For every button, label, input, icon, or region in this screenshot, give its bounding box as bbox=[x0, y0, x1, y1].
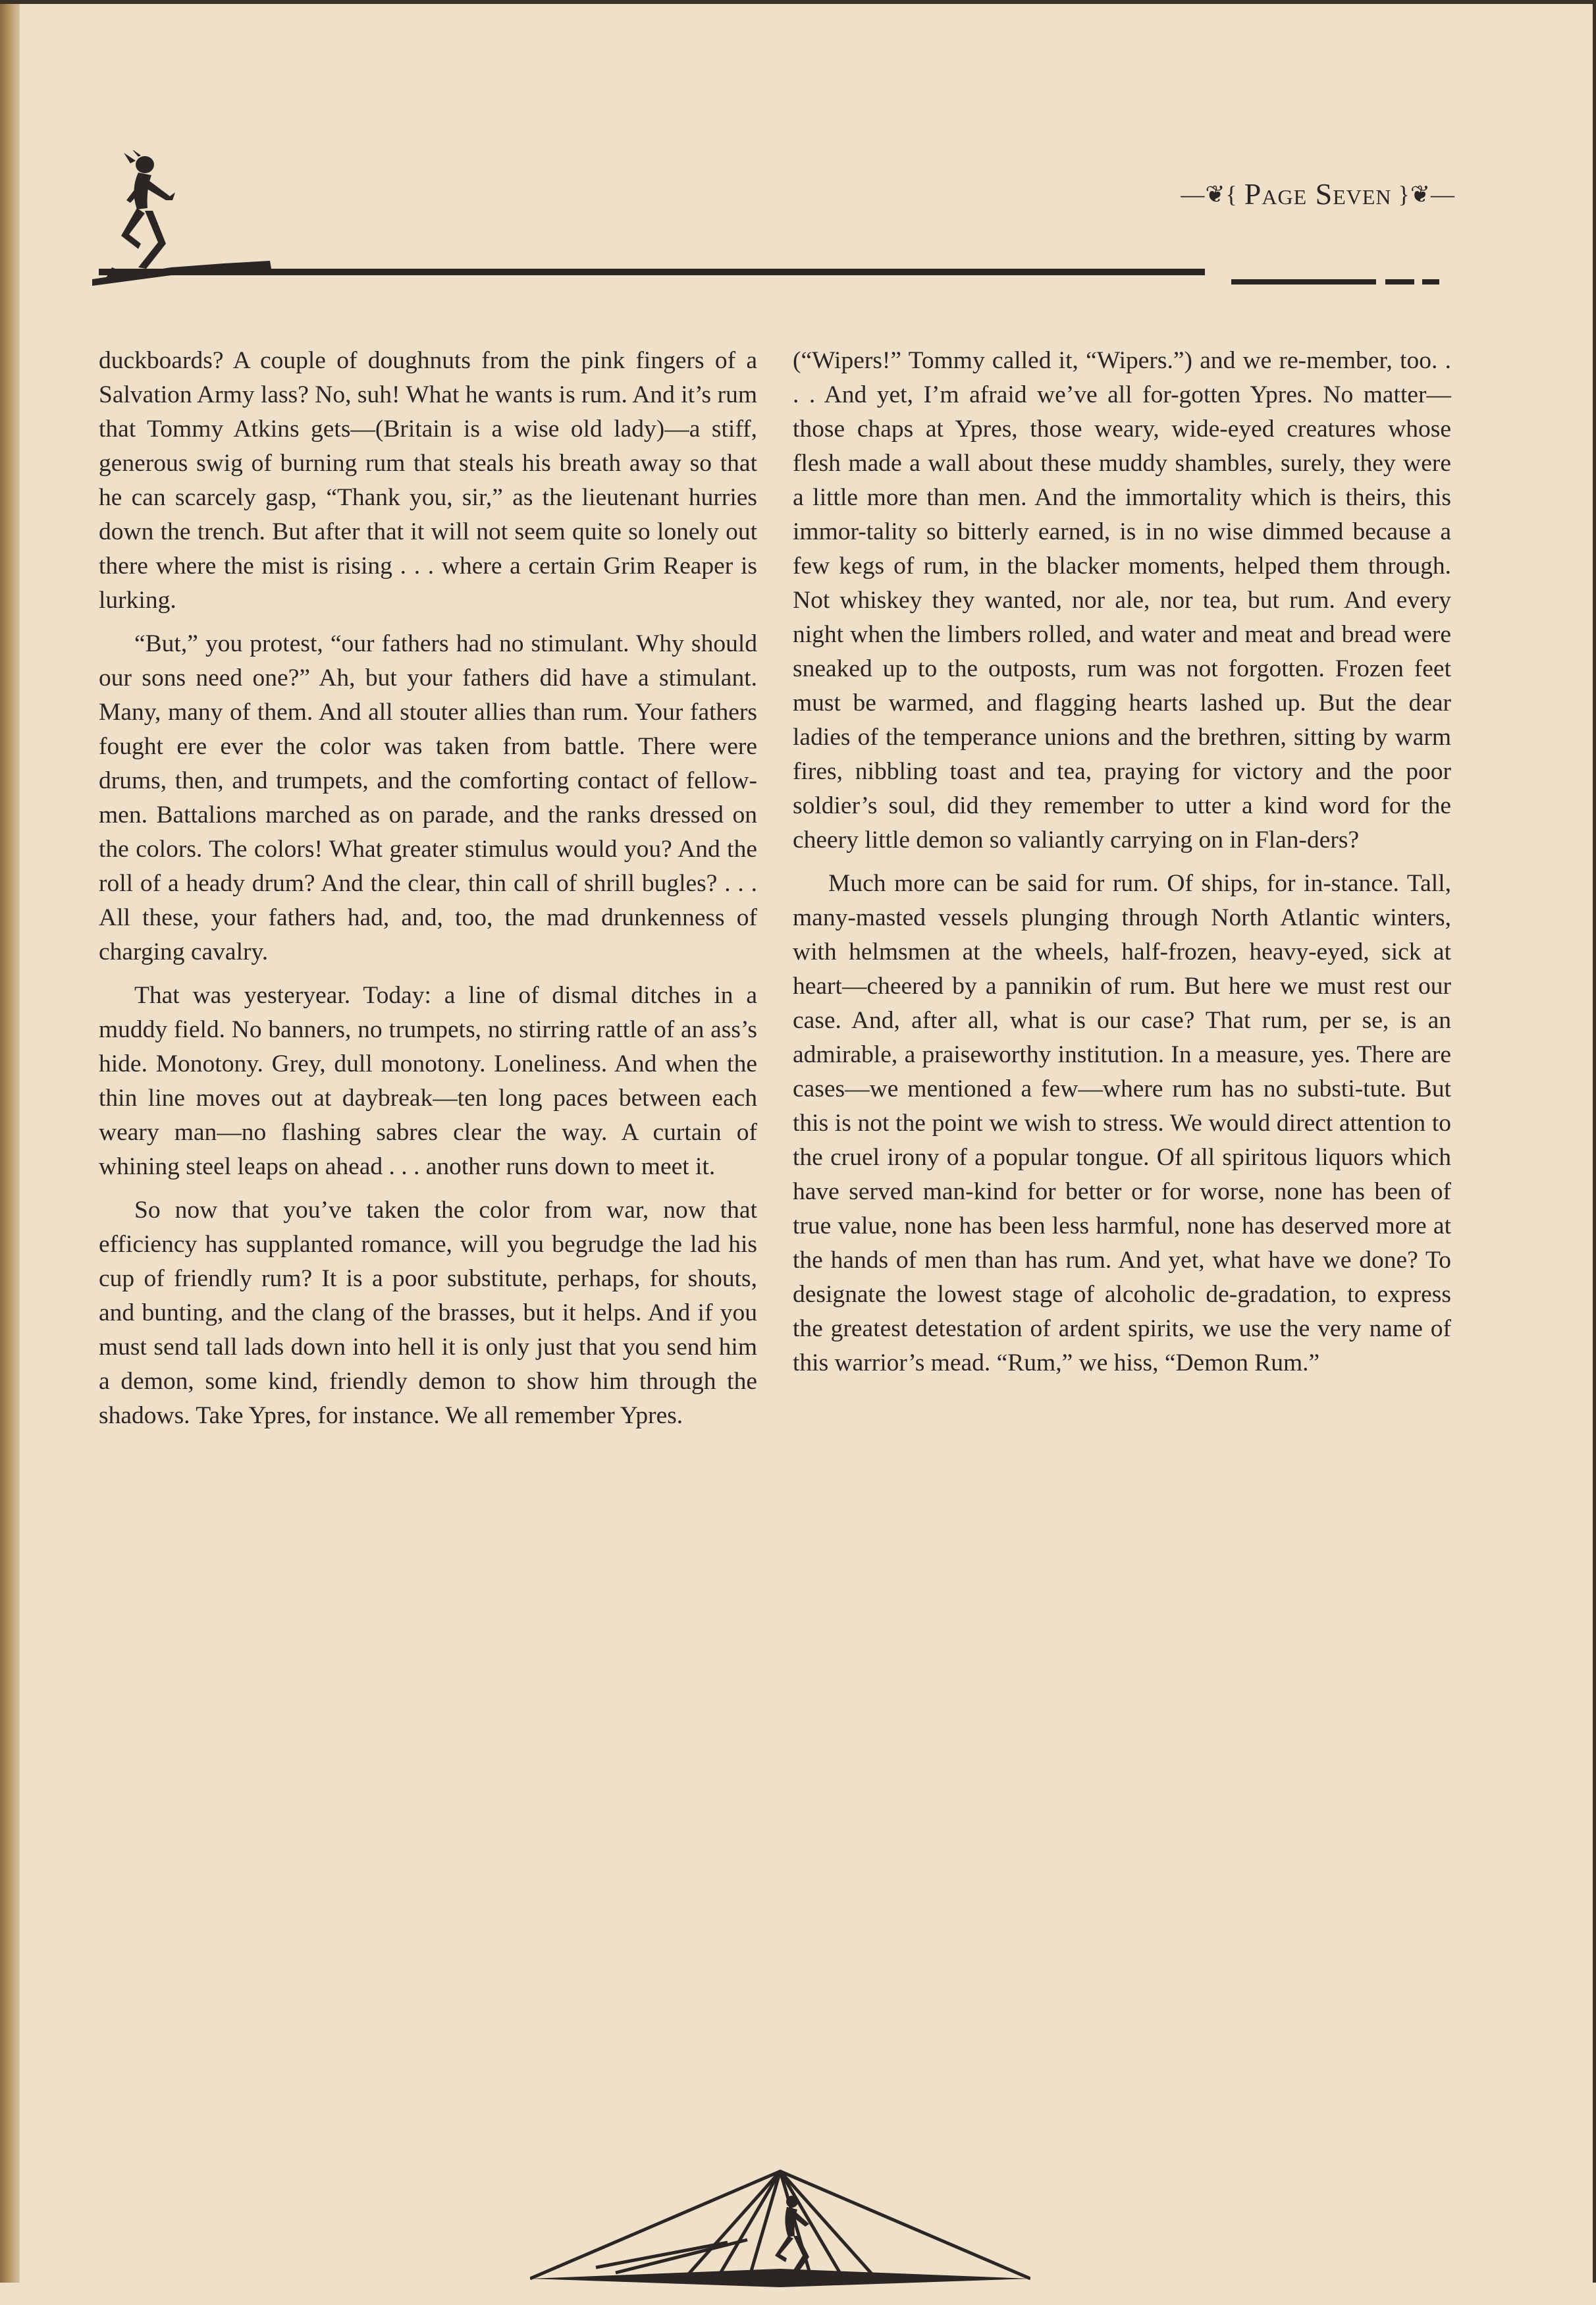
paragraph: “But,” you protest, “our fathers had no stimulant. Why should our sons need one?” Ah, but your fathers did have a stimulant. Many, many of them. And all stouter allies than rum. Your fathers fought ere ever the color was taken from battle. There were drums, then, and trumpets, and the comforting contact of fellow-men. Battalions marched as on parade, and the ranks dressed on the colors. The colors! What greater stimulus would you? And the roll of a heady drum? And the clear, thin call of shrill bugles? . . . All these, your fathers had, and, too, the mad drunkenness of charging cavalry. bbox=[99, 630, 757, 965]
top-edge bbox=[0, 0, 1596, 4]
header-rule bbox=[99, 269, 1205, 278]
article-column-left bbox=[99, 344, 757, 1442]
page-number-label bbox=[1181, 176, 1455, 211]
paragraph: Much more can be said for rum. Of ships, for in-stance. Tall, many-masted vessels plunging through North Atlantic winters, with helmsmen at the wheels, half-frozen, heavy-eyed, sick at heart—cheered by a pannikin of rum. But here we must rest our case. And, after all, what is our case? That rum, per se, is an admirable, a praiseworthy institution. In a measure, yes. There are cases—we mentioned a few—where rum has no substi-tute. But this is not the point we wish to stress. We would direct attention to the cruel irony of a popular tongue. Of all spiritous liquors which have served man-kind for better or for worse, none has been of true value, none has been less harmful, none has deserved more at the hands of men than has rum. And yet, what have we done? To designate the lowest stage of alcoholic de-gradation, to express the greatest detestation of ardent spirits, we use the very name of this warrior’s mead. “Rum,” we hiss, “Demon Rum.” bbox=[793, 870, 1451, 1376]
tent-runner-emblem-icon bbox=[530, 2163, 1030, 2305]
ornament-right: }❦— bbox=[1398, 180, 1455, 207]
header-rule-dash bbox=[1385, 279, 1414, 285]
paragraph: So now that you’ve taken the color from war, now that efficiency has supplanted romance, will you begrudge the lad his cup of friendly rum? It is a poor substitute, perhaps, for shouts, and bunting, and the clang of the brasses, but it helps. And if you must send tall lads down into hell it is only just that you send him a demon, some kind, friendly demon to show him through the shadows. Take Ypres, for instance. We all remember Ypres. bbox=[99, 1197, 757, 1429]
article-column-right bbox=[793, 344, 1451, 1390]
paragraph: That was yesteryear. Today: a line of dismal ditches in a muddy field. No banners, no trumpets, no stirring rattle of an ass’s hide. Monotony. Grey, dull monotony. Loneliness. And when the thin line moves out at daybreak—ten long paces between each weary man—no flashing sabres clear the way. A curtain of whining steel leaps on ahead . . . another runs down to meet it. bbox=[99, 982, 757, 1180]
paragraph: duckboards? A couple of doughnuts from the pink fingers of a Salvation Army lass? No, suh! What he wants is rum. And it’s rum that Tommy Atkins gets—(Britain is a wise old lady)—a stiff, generous swig of burning rum that steals his breath away so that he can scarcely gasp, “Thank you, sir,” as the lieutenant hurries down the trench. But after that it will not seem quite so lonely out there where the mist is rising . . . where a certain Grim Reaper is lurking. bbox=[99, 347, 757, 614]
paragraph: (“Wipers!” Tommy called it, “Wipers.”) and we re-member, too. . . . And yet, I’m afraid we’ve all for-gotten Ypres. No matter—those chaps at Ypres, those weary, wide-eyed creatures whose flesh made a wall about these muddy shambles, surely, they were a little more than men. And the immortality which is theirs, this immor-tality so bitterly earned, is in no wise dimmed because a few kegs of rum, in the blacker moments, helped them through. Not whiskey they wanted, nor ale, nor tea, but rum. And every night when the limbers rolled, and water and meat and bread were sneaked up to the outposts, rum was not forgotten. Frozen feet must be warmed, and flagging hearts lashed up. But the dear ladies of the temperance unions and the brethren, sitting by warm fires, nibbling toast and tea, praying for victory and the poor soldier’s soul, did they remember to utter a kind word for the cheery little demon so valiantly carrying on in Flan-ders? bbox=[793, 347, 1451, 854]
header-rule-tail bbox=[1231, 279, 1376, 285]
right-edge bbox=[1593, 0, 1596, 2283]
page-title: Page Seven bbox=[1244, 177, 1392, 211]
header-rule-dot bbox=[1422, 279, 1439, 285]
ornament-left: —❦{ bbox=[1181, 180, 1238, 207]
binding-edge bbox=[0, 0, 20, 2283]
